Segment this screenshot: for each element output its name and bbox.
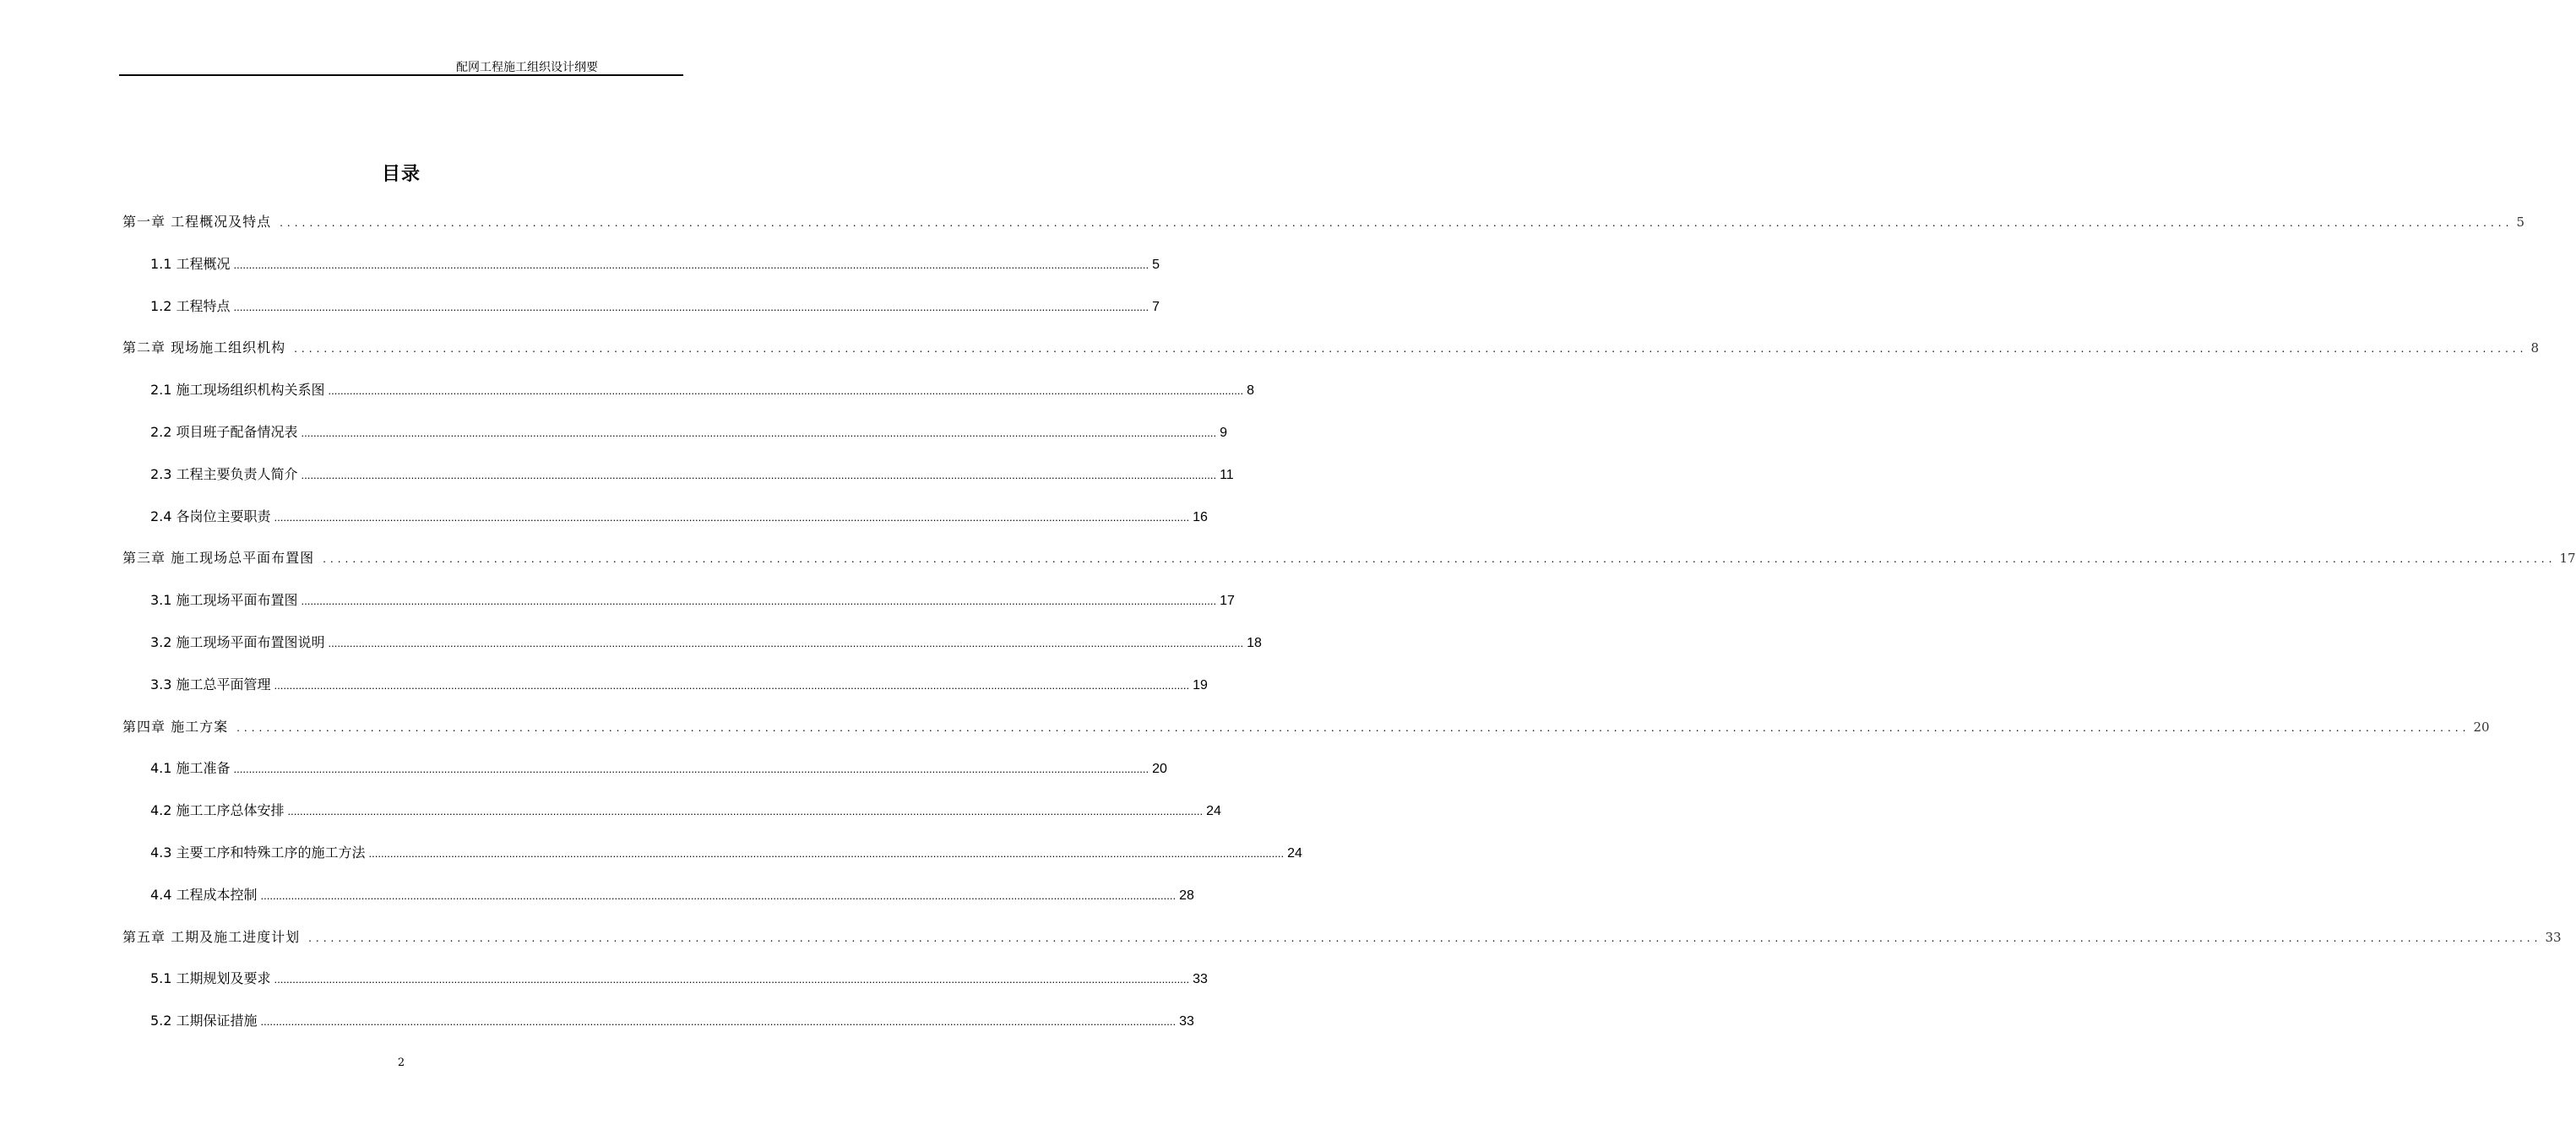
toc-section-entry[interactable] [150, 255, 1160, 274]
header-divider [119, 74, 683, 76]
toc-dot-leader: ............................................................................................................................................................................................................................................................................................................ [274, 679, 1190, 692]
toc-entry-label: 4.1 施工准备 [150, 760, 231, 776]
toc-entry-label: 3.3 施工总平面管理 [150, 676, 271, 692]
toc-entry-label: 第五章 工期及施工进度计划 [122, 929, 301, 945]
toc-dot-leader: ............................................................................................................................................................................................................................................................................................................ [236, 722, 2470, 734]
toc-dot-leader: ............................................................................................................................................................................................................................................................................................................ [368, 847, 1285, 860]
toc-entry-label: 2.4 各岗位主要职责 [150, 508, 271, 524]
toc-entry-label: 1.2 工程特点 [150, 298, 231, 314]
page-number: 2 [397, 1056, 405, 1069]
document-header-title: 配网工程施工组织设计纲要 [456, 61, 598, 74]
toc-section-entry[interactable] [150, 465, 1234, 484]
toc-entry-label: 2.2 项目班子配备情况表 [150, 424, 298, 440]
toc-dot-leader: ............................................................................................................................................................................................................................................................................................................ [233, 258, 1149, 271]
toc-title: 目录 [381, 164, 421, 185]
toc-chapter-entry[interactable] [122, 928, 2562, 947]
toc-chapter-entry[interactable] [122, 718, 2490, 736]
toc-chapter-entry[interactable] [122, 339, 2539, 357]
toc-dot-leader: ............................................................................................................................................................................................................................................................................................................ [233, 763, 1149, 775]
toc-entry-page: 16 [1193, 510, 1208, 524]
toc-dot-leader: ............................................................................................................................................................................................................................................................................................................ [328, 637, 1244, 649]
toc-dot-leader: ............................................................................................................................................................................................................................................................................................................ [287, 805, 1204, 817]
toc-dot-leader: ............................................................................................................................................................................................................................................................................................................ [328, 384, 1244, 397]
toc-section-entry[interactable] [150, 591, 1235, 610]
toc-dot-leader: ............................................................................................................................................................................................................................................................................................................ [308, 932, 2542, 944]
toc-entry-page: 20 [2473, 720, 2490, 735]
toc-section-entry[interactable] [150, 844, 1302, 862]
toc-section-entry[interactable] [150, 633, 1262, 652]
toc-dot-leader: ............................................................................................................................................................................................................................................................................................................ [301, 595, 1217, 607]
toc-dot-leader: ............................................................................................................................................................................................................................................................................................................ [301, 426, 1217, 439]
toc-entry-label: 4.3 主要工序和特殊工序的施工方法 [150, 844, 366, 861]
toc-entry-label: 第二章 现场施工组织机构 [122, 339, 286, 356]
toc-entry-label: 5.1 工期规划及要求 [150, 970, 271, 986]
toc-dot-leader: ............................................................................................................................................................................................................................................................................................................ [260, 1015, 1177, 1028]
toc-dot-leader: ............................................................................................................................................................................................................................................................................................................ [301, 469, 1217, 481]
toc-entry-page: 24 [1206, 804, 1221, 818]
toc-entry-page: 24 [1287, 846, 1302, 861]
toc-entry-label: 4.2 施工工序总体安排 [150, 802, 285, 818]
toc-dot-leader: ............................................................................................................................................................................................................................................................................................................ [274, 511, 1190, 524]
toc-entry-page: 28 [1179, 888, 1194, 903]
toc-entry-page: 8 [2530, 340, 2539, 356]
toc-entry-page: 19 [1193, 678, 1208, 692]
toc-entry-page: 33 [1193, 972, 1208, 986]
toc-dot-leader: ............................................................................................................................................................................................................................................................................................................ [280, 217, 2514, 229]
toc-entry-page: 9 [1220, 426, 1227, 440]
toc-entry-label: 3.2 施工现场平面布置图说明 [150, 634, 325, 650]
toc-dot-leader: ............................................................................................................................................................................................................................................................................................................ [260, 889, 1177, 902]
toc-entry-label: 2.3 工程主要负责人简介 [150, 466, 298, 482]
toc-section-entry[interactable] [150, 886, 1194, 904]
toc-entry-page: 5 [2516, 215, 2524, 230]
toc-entry-page: 7 [1152, 300, 1160, 314]
toc-section-entry[interactable] [150, 297, 1160, 316]
toc-section-entry[interactable] [150, 508, 1208, 526]
toc-section-entry[interactable] [150, 676, 1208, 694]
toc-entry-page: 18 [1247, 636, 1262, 650]
toc-entry-label: 第三章 施工现场总平面布置图 [122, 550, 315, 566]
toc-section-entry[interactable] [150, 969, 1208, 988]
toc-entry-page: 17 [2559, 551, 2576, 566]
toc-dot-leader: ............................................................................................................................................................................................................................................................................................................ [294, 343, 2528, 355]
toc-section-entry[interactable] [150, 1012, 1194, 1030]
toc-entry-page: 33 [2545, 930, 2562, 945]
toc-dot-leader: ............................................................................................................................................................................................................................................................................................................ [233, 301, 1149, 313]
toc-entry-label: 2.1 施工现场组织机构关系图 [150, 382, 325, 398]
toc-entry-label: 4.4 工程成本控制 [150, 887, 258, 903]
toc-chapter-entry[interactable] [122, 549, 2576, 568]
toc-entry-label: 第四章 施工方案 [122, 719, 229, 735]
toc-entry-page: 20 [1152, 762, 1167, 776]
toc-dot-leader: ............................................................................................................................................................................................................................................................................................................ [323, 553, 2557, 565]
toc-section-entry[interactable] [150, 801, 1221, 820]
toc-entry-page: 8 [1247, 383, 1254, 398]
toc-section-entry[interactable] [150, 759, 1167, 778]
toc-entry-page: 33 [1179, 1014, 1194, 1029]
toc-entry-page: 17 [1220, 594, 1235, 608]
toc-entry-label: 第一章 工程概况及特点 [122, 214, 272, 230]
toc-entry-page: 11 [1220, 468, 1234, 482]
toc-entry-label: 3.1 施工现场平面布置图 [150, 592, 298, 608]
toc-chapter-entry[interactable] [122, 213, 2524, 231]
toc-entry-label: 1.1 工程概况 [150, 256, 231, 272]
toc-entry-page: 5 [1152, 258, 1160, 272]
toc-entry-label: 5.2 工期保证措施 [150, 1013, 258, 1029]
toc-section-entry[interactable] [150, 381, 1254, 399]
toc-section-entry[interactable] [150, 423, 1227, 442]
toc-dot-leader: ............................................................................................................................................................................................................................................................................................................ [274, 973, 1190, 986]
